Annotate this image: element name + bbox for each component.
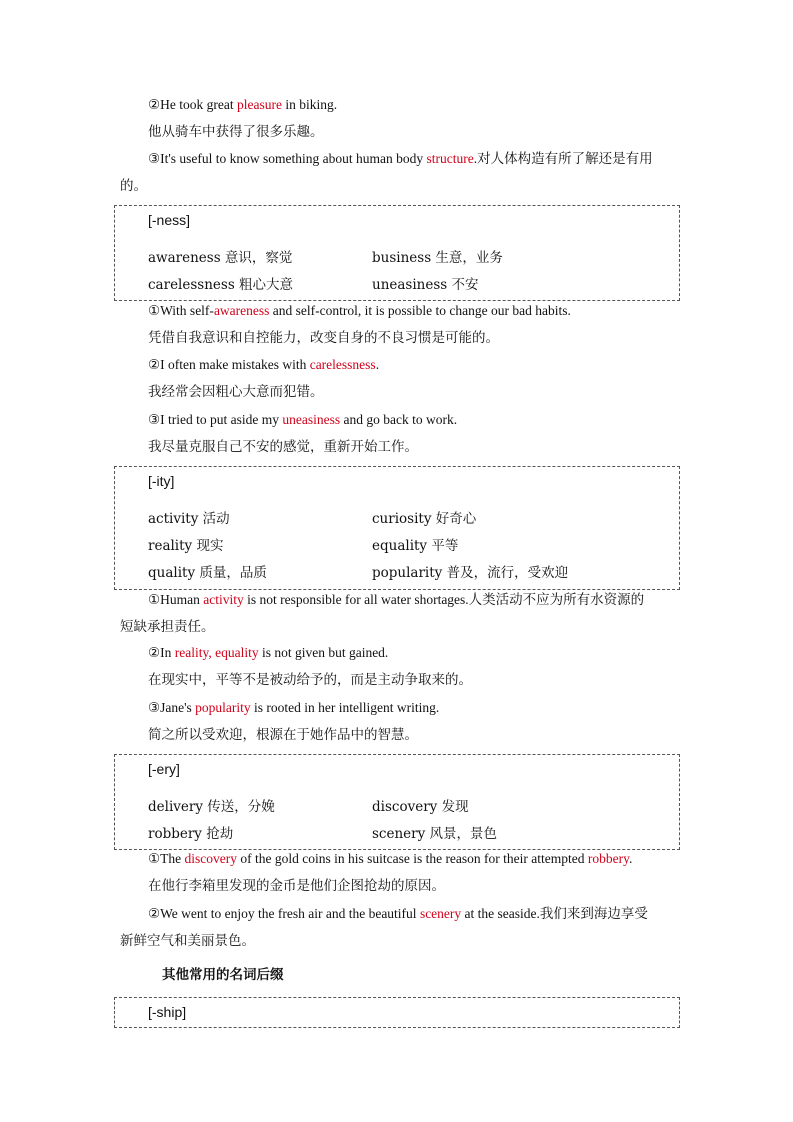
highlight-word: activity (203, 592, 244, 607)
translation: 在他行李箱里发现的金币是他们企图抢劫的原因。 (148, 878, 445, 894)
vocab-entry: quality 质量，品质 (148, 565, 267, 581)
example-sentence: ①With self-awareness and self-control, it is possible to change our bad habits. (148, 303, 571, 318)
translation: 他从骑车中获得了很多乐趣。 (148, 124, 324, 140)
vocab-entry: scenery 风景，景色 (372, 826, 498, 842)
example-sentence: ①Human activity is not responsible for all water shortages.人类活动不应为所有水资源的 (148, 592, 645, 607)
sentence-continuation: 短缺承担责任。 (120, 619, 215, 635)
example-number: ③ (148, 151, 161, 166)
vocab-entry: discovery 发现 (372, 799, 469, 815)
suffix-box-ness (114, 205, 680, 301)
vocab-entry: reality 现实 (148, 538, 224, 554)
highlight-word: structure (426, 151, 474, 166)
highlight-word: discovery (184, 851, 237, 866)
suffix-title: [-ness] (148, 212, 191, 228)
example-sentence: ③Jane's popularity is rooted in her intelligent writing. (148, 700, 440, 715)
vocab-entry: robbery 抢劫 (148, 826, 234, 842)
section-heading: 其他常用的名词后缀 (162, 967, 284, 983)
example-sentence: ②We went to enjoy the fresh air and the beautiful scenery at the seaside.我们来到海边享受 (148, 906, 648, 921)
suffix-title: [-ity] (148, 473, 175, 489)
translation: 凭借自我意识和自控能力，改变自身的不良习惯是可能的。 (148, 330, 499, 346)
translation: 我经常会因粗心大意而犯错。 (148, 384, 324, 400)
highlight-word: uneasiness (282, 412, 341, 427)
example-number: ② (148, 645, 161, 660)
example-number: ② (148, 357, 161, 372)
highlight-word: scenery (419, 906, 462, 921)
sentence-continuation: 的。 (120, 178, 147, 194)
example-number: ② (148, 906, 161, 921)
highlight-word: popularity (195, 700, 251, 715)
suffix-box-ery (114, 754, 680, 850)
example-number: ② (148, 97, 161, 112)
vocab-entry: carelessness 粗心大意 (148, 277, 294, 293)
suffix-box-ity (114, 466, 680, 590)
example-sentence: ③I tried to put aside my uneasiness and go back to work. (148, 412, 458, 427)
example-sentence: ②In reality, equality is not given but gained. (148, 645, 389, 660)
example-sentence: ②I often make mistakes with carelessness. (148, 357, 380, 372)
highlight-word: carelessness (309, 357, 376, 372)
highlight-word: robbery (587, 851, 629, 866)
highlight-word: awareness (213, 303, 270, 318)
vocab-entry: awareness 意识，察觉 (148, 250, 293, 266)
vocab-entry: delivery 传送，分娩 (148, 799, 275, 815)
example-sentence: ①The discovery of the gold coins in his suitcase is the reason for their attempted robbery. (148, 851, 633, 866)
example-number: ① (148, 851, 161, 866)
vocab-entry: uneasiness 不安 (372, 277, 479, 293)
vocab-entry: activity 活动 (148, 511, 230, 527)
vocab-entry: business 生意，业务 (372, 250, 503, 266)
suffix-box-ship (114, 997, 680, 1028)
example-number: ③ (148, 412, 161, 427)
suffix-title: [-ship] (148, 1004, 187, 1020)
example-sentence: ②He took great pleasure in biking. (148, 97, 338, 112)
vocab-entry: equality 平等 (372, 538, 459, 554)
example-number: ① (148, 592, 161, 607)
suffix-title: [-ery] (148, 761, 180, 777)
translation: 简之所以受欢迎，根源在于她作品中的智慧。 (148, 727, 418, 743)
translation: 在现实中，平等不是被动给予的，而是主动争取来的。 (148, 672, 472, 688)
translation: 我尽量克服自己不安的感觉，重新开始工作。 (148, 439, 418, 455)
vocab-entry: popularity 普及，流行，受欢迎 (372, 565, 569, 581)
vocab-entry: curiosity 好奇心 (372, 511, 477, 527)
highlight-word: pleasure (236, 97, 282, 112)
example-sentence: ③It's useful to know something about human body structure.对人体构造有所了解还是有用 (148, 151, 653, 166)
sentence-continuation: 新鲜空气和美丽景色。 (120, 933, 255, 949)
example-number: ① (148, 303, 161, 318)
highlight-word: reality, equality (174, 645, 259, 660)
example-number: ③ (148, 700, 161, 715)
